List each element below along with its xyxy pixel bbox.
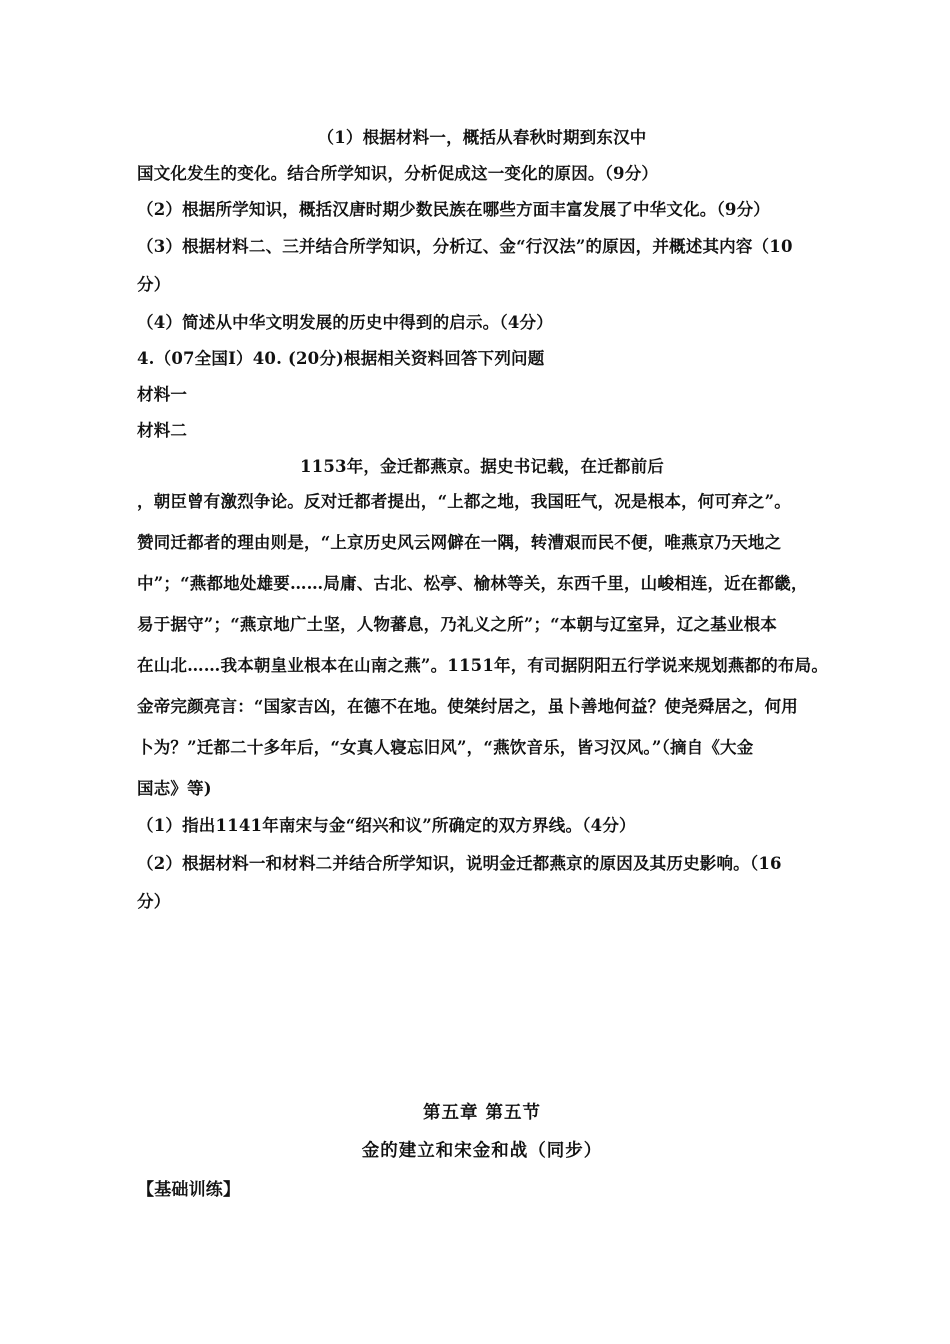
sub-question-1: （1）指出1141年南宋与金“绍兴和议”所确定的双方界线。（4分） (137, 816, 636, 835)
material-2-line-1: 1153年，金迁都燕京。据史书记载，在迁都前后 (299, 457, 665, 476)
question-1-line-2: 国文化发生的变化。结合所学知识，分析促成这一变化的原因。（9分） (137, 164, 659, 183)
question-2: （2）根据所学知识，概括汉唐时期少数民族在哪些方面丰富发展了中华文化。（9分） (137, 200, 771, 219)
question-1-line-1: （1）根据材料一，概括从春秋时期到东汉中 (317, 128, 647, 147)
material-2-line-5: 易于据守”；“燕京地广土坚，人物蕃息，乃礼义之所”；“本朝与辽室异，辽之基业根本 (137, 615, 777, 634)
material-2-line-9: 国志》等) (137, 779, 212, 798)
question-3-line-1: （3）根据材料二、三并结合所学知识，分析辽、金“行汉法”的原因，并概述其内容（10 (137, 237, 793, 256)
material-1-label: 材料一 (137, 385, 188, 404)
material-2-line-7: 金帝完颜亮言：“国家吉凶，在德不在地。使桀纣居之，虽卜善地何益？使尧舜居之，何用 (137, 697, 798, 716)
material-2-line-8: 卜为？”迁都二十多年后，“女真人寝忘旧风”，“燕饮音乐，皆习汉风。”（摘自《大金 (137, 738, 754, 757)
problem-4-header: 4.（07全国Ⅰ）40. (20分)根据相关资料回答下列问题 (137, 349, 545, 368)
question-4: （4）简述从中华文明发展的历史中得到的启示。（4分） (137, 313, 553, 332)
material-2-line-6: 在山北……我本朝皇业根本在山南之燕”。1151年，有司据阴阳五行学说来规划燕都的布局。 (137, 656, 829, 675)
lesson-title: 金的建立和宋金和战（同步） (361, 1141, 603, 1161)
material-2-line-3: 赞同迁都者的理由则是，“上京历史风云网僻在一隅，转漕艰而民不便，唯燕京乃天地之 (137, 533, 782, 552)
chapter-title: 第五章 第五节 (422, 1103, 542, 1123)
section-label: 【基础训练】 (137, 1180, 241, 1200)
sub-question-2-line-1: （2）根据材料一和材料二并结合所学知识，说明金迁都燕京的原因及其历史影响。（16 (137, 854, 782, 873)
material-2-label: 材料二 (137, 421, 188, 440)
material-2-line-2: ，朝臣曾有激烈争论。反对迁都者提出，“上都之地，我国旺气，况是根本，何可弃之”。 (137, 492, 791, 511)
material-2-line-4: 中”；“燕都地处雄要……局庸、古北、松亭、榆林等关，东西千里，山峻相连，近在都畿， (137, 574, 808, 593)
question-3-line-2: 分） (137, 275, 171, 294)
sub-question-2-line-2: 分） (137, 892, 171, 911)
